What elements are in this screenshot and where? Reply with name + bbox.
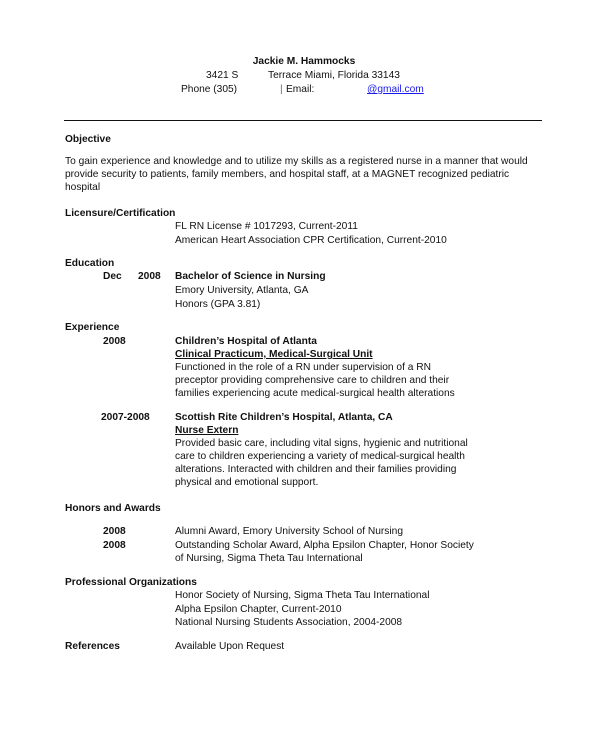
honor-date: 2008 (103, 540, 126, 551)
education-degree: Bachelor of Science in Nursing (175, 271, 326, 282)
experience-date: 2007-2008 (101, 412, 150, 423)
experience-desc-line: Provided basic care, including vital signs, hygienic and nutritional (175, 438, 468, 449)
header-divider (64, 120, 542, 121)
license-item-1: FL RN License # 1017293, Current-2011 (175, 221, 358, 232)
honor-date: 2008 (103, 526, 126, 537)
education-month: Dec (103, 271, 122, 282)
experience-desc-line: alterations. Interacted with children and their families providing (175, 464, 457, 475)
experience-desc-line: physical and emotional support. (175, 477, 319, 488)
experience-role: Nurse Extern (175, 425, 239, 436)
organization-item: Alpha Epsilon Chapter, Current-2010 (175, 604, 342, 615)
honor-line: Outstanding Scholar Award, Alpha Epsilon Chapter, Honor Society (175, 540, 474, 551)
experience-desc-line: preceptor providing comprehensive care to children and their (175, 375, 450, 386)
experience-desc-line: Functioned in the role of a RN under supervision of a RN (175, 362, 431, 373)
candidate-name: Jackie M. Hammocks (252, 56, 356, 67)
honors-heading: Honors and Awards (65, 503, 161, 514)
address-number: 3421 S (206, 70, 239, 81)
organizations-heading: Professional Organizations (65, 577, 197, 588)
email-label: Email: (286, 84, 315, 95)
experience-employer: Children’s Hospital of Atlanta (175, 336, 317, 347)
education-year: 2008 (138, 271, 161, 282)
licensure-heading: Licensure/Certification (65, 208, 176, 219)
objective-heading: Objective (65, 134, 111, 145)
objective-line-3: hospital (65, 182, 101, 193)
email-link[interactable]: @gmail.com (367, 84, 424, 95)
objective-line-2: provide security to patients, family members, and hospital staff, at a MAGNET recognized pediatric (65, 169, 510, 180)
experience-role: Clinical Practicum, Medical-Surgical Unit (175, 349, 373, 360)
honor-line: Alumni Award, Emory University School of Nursing (175, 526, 403, 537)
separator-bar: | (280, 84, 283, 95)
honor-line: of Nursing, Sigma Theta Tau International (175, 553, 363, 564)
objective-line-1: To gain experience and knowledge and to utilize my skills as a registered nurse in a manner that would (65, 156, 528, 167)
references-heading: References (65, 641, 120, 652)
references-text: Available Upon Request (175, 641, 285, 652)
experience-employer: Scottish Rite Children’s Hospital, Atlanta, CA (175, 412, 393, 423)
experience-heading: Experience (65, 322, 120, 333)
license-item-2: American Heart Association CPR Certification, Current-2010 (175, 235, 447, 246)
experience-date: 2008 (103, 336, 126, 347)
education-school: Emory University, Atlanta, GA (175, 285, 309, 296)
education-honors: Honors (GPA 3.81) (175, 299, 261, 310)
phone-number: Phone (305) (181, 84, 238, 95)
experience-desc-line: care to children experiencing a variety of medical-surgical health (175, 451, 465, 462)
organization-item: National Nursing Students Association, 2004-2008 (175, 617, 403, 628)
education-heading: Education (65, 258, 115, 269)
experience-desc-line: families experiencing acute medical-surgical health alterations (175, 388, 455, 399)
organization-item: Honor Society of Nursing, Sigma Theta Tau International (175, 590, 430, 601)
address-street-city: Terrace Miami, Florida 33143 (268, 70, 400, 81)
